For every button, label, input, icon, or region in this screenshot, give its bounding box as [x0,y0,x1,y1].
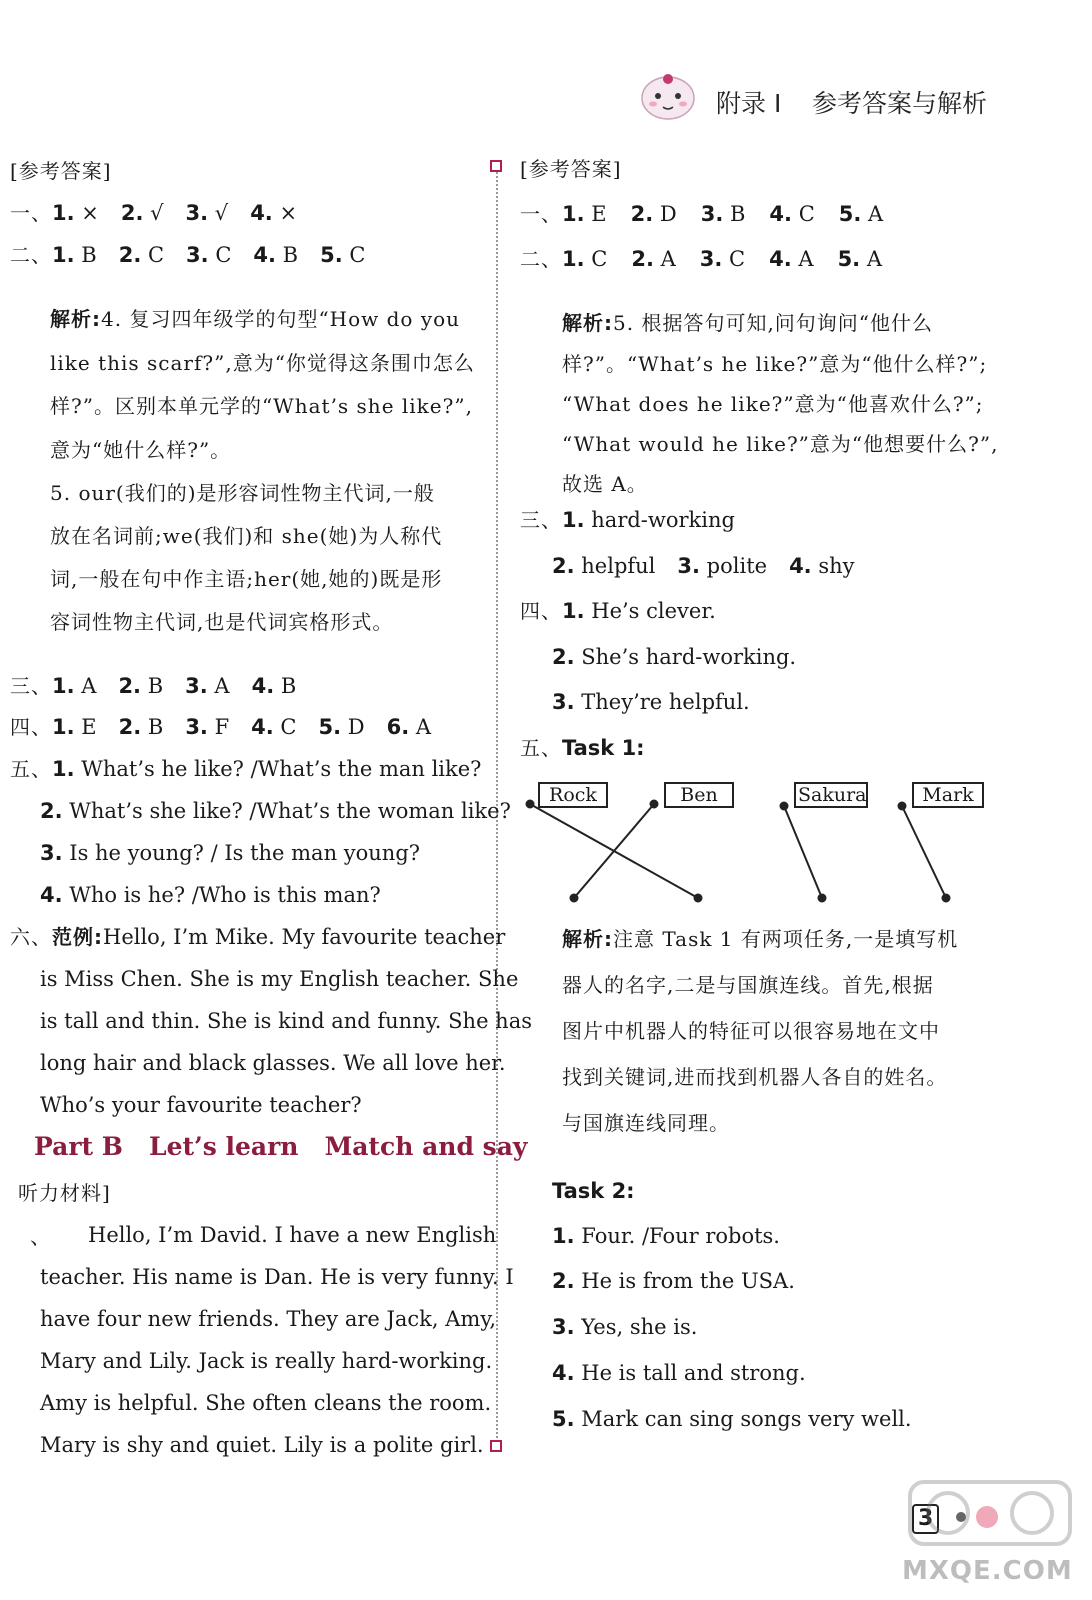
analysis-line: 器人的名字,二是与国旗连线。首先,根据 [562,973,934,997]
list-item: 3. Is he young? / Is the man young? [40,841,421,865]
list-item: 2. She’s hard-working. [552,645,797,669]
answer-item: 1. B [52,243,97,267]
answer-item: 4. C [251,715,297,739]
answer-item: 1. C [562,247,608,271]
right-section-1: 一、1. E 2. D 3. B 4. C 5. A [520,202,884,226]
left-section-2: 二、1. B 2. C 3. C 4. B 5. C [10,243,366,267]
answer-item: 3. F [185,715,230,739]
listening-label: 听力材料] [18,1181,111,1205]
left-ref-answer: [参考答案] [10,159,112,183]
sample-line: is Miss Chen. She is my English teacher. She [40,967,519,991]
answer-item: 2. √ [120,201,164,225]
list-item: 4. Who is he? /Who is this man? [40,883,381,907]
match-line-ben [574,804,654,898]
match-dot [819,895,826,902]
answer-item: 5. A [837,247,882,271]
match-dot [899,803,906,810]
match-line-sakura [784,806,822,898]
listening-line: Amy is helpful. She often cleans the room. [40,1391,492,1415]
match-line-mark [902,806,946,898]
listening-line: Mary and Lily. Jack is really hard-working. [40,1349,493,1373]
answer-item: 6. A [386,715,432,739]
watermark-text: MXQE.COM [902,1556,1073,1586]
answer-item: 4. B [253,243,299,267]
analysis-line: 样?”。“What’s he like?”意为“他什么样?”; [562,352,988,376]
analysis-label: 解析: [562,311,613,335]
task1-label: Task 1: [562,736,645,760]
analysis-line: “What would he like?”意为“他想要什么?”, [562,432,999,456]
sample-line: Who’s your favourite teacher? [40,1093,362,1117]
match-dot [781,803,788,810]
right-ref-answer: [参考答案] [520,157,622,181]
answer-item: 2. C [118,243,165,267]
page-number: 3 [912,1504,939,1534]
answer-item: 1. E [52,715,97,739]
answer-item: 5. A [838,202,884,226]
answer-item: 1. E [562,202,607,226]
name-box-ben: Ben [664,782,734,808]
list-item: 3. They’re helpful. [552,690,750,714]
answer-item: 3. C [699,247,746,271]
analysis-line: 意为“她什么样?”。 [50,438,232,462]
answer-item: 3. A [185,674,230,698]
analysis-line: 图片中机器人的特征可以很容易地在文中 [562,1019,940,1043]
answer-item: 4. C [769,202,815,226]
task2-label: Task 2: [552,1179,635,1203]
right-section-2: 二、1. C 2. A 3. C 4. A 5. A [520,247,882,271]
answer-item: 2. D [630,202,677,226]
analysis-line: like this scarf?”,意为“你觉得这条围巾怎么 [50,351,475,375]
answer-item: 5. C [320,243,366,267]
match-dot [571,895,578,902]
answer-item: 2. B [118,715,164,739]
analysis-label: 解析: [562,927,613,951]
analysis-line: 注意 Task 1 有两项任务,一是填写机 [613,927,959,951]
match-dot [943,895,950,902]
left-section-1: 一、1. × 2. √ 3. √ 4. × [10,201,298,225]
answer-item: 2. A [631,247,676,271]
analysis-line: 5. 根据答句可知,问句询问“他什么 [613,311,934,335]
list-item: 4. He is tall and strong. [552,1361,806,1385]
name-box-sakura: Sakura [794,782,868,808]
answer-item: 1. × [52,201,99,225]
sample-line: is tall and thin. She is kind and funny. She has [40,1009,532,1033]
answer-item: 4. B [251,674,297,698]
analysis-line: 故选 A。 [562,472,648,496]
appendix-label: 附录 I [716,89,782,118]
analysis-line: 5. our(我们的)是形容词性物主代词,一般 [50,481,435,505]
answer-item: 3. C [186,243,232,267]
answer-item: 1. A [52,674,97,698]
answer-item: 3. √ [185,201,229,225]
analysis-line: 4. 复习四年级学的句型“How do you [101,307,461,331]
answer-item: 4. A [769,247,814,271]
analysis-label: 解析: [50,307,101,331]
answer-item: 2. B [118,674,164,698]
listening-line: Hello, I’m David. I have a new English [88,1223,497,1247]
list-item: 1. Four. /Four robots. [552,1224,780,1248]
match-dot [651,801,658,808]
right-section-5: 五、Task 1: [520,736,645,760]
analysis-line: 放在名词前;we(我们)和 she(她)为人称代 [50,524,443,548]
analysis-line: 样?”。区别本单元学的“What’s she like?”, [50,394,473,418]
answer-item: 5. D [318,715,365,739]
match-dot [527,801,534,808]
list-item: 3. Yes, she is. [552,1315,698,1339]
analysis-line: “What does he like?”意为“他喜欢什么?”; [562,392,984,416]
match-dot [695,895,702,902]
name-box-rock: Rock [538,782,608,808]
list-item: 2. What’s she like? /What’s the woman like? [40,799,511,823]
list-item: 2. He is from the USA. [552,1269,795,1293]
part-title: Part B Let’s learn Match and say [34,1132,528,1161]
analysis-line: 词,一般在句中作主语;her(她,她的)既是形 [50,567,443,591]
list-item: 5. Mark can sing songs very well. [552,1407,912,1431]
analysis-line: 找到关键词,进而找到机器人各自的姓名。 [562,1065,948,1089]
analysis-line: 与国旗连线同理。 [562,1111,730,1135]
listening-index: 、 [30,1225,51,1249]
name-box-mark: Mark [912,782,984,808]
left-section-4: 四、1. E 2. B 3. F 4. C 5. D 6. A [10,715,432,739]
listening-line: Mary is shy and quiet. Lily is a polite girl. [40,1433,484,1457]
page-title: 参考答案与解析 [812,89,988,118]
answer-item: 4. × [250,201,298,225]
analysis-line: 容词性物主代词,也是代词宾格形式。 [50,610,394,634]
listening-line: have four new friends. They are Jack, Amy, [40,1307,497,1331]
answer-item: 3. B [700,202,746,226]
listening-line: teacher. His name is Dan. He is very funny. I [40,1265,514,1289]
left-section-3: 三、1. A 2. B 3. A 4. B [10,674,297,698]
sample-line: long hair and black glasses. We all love her. [40,1051,506,1075]
